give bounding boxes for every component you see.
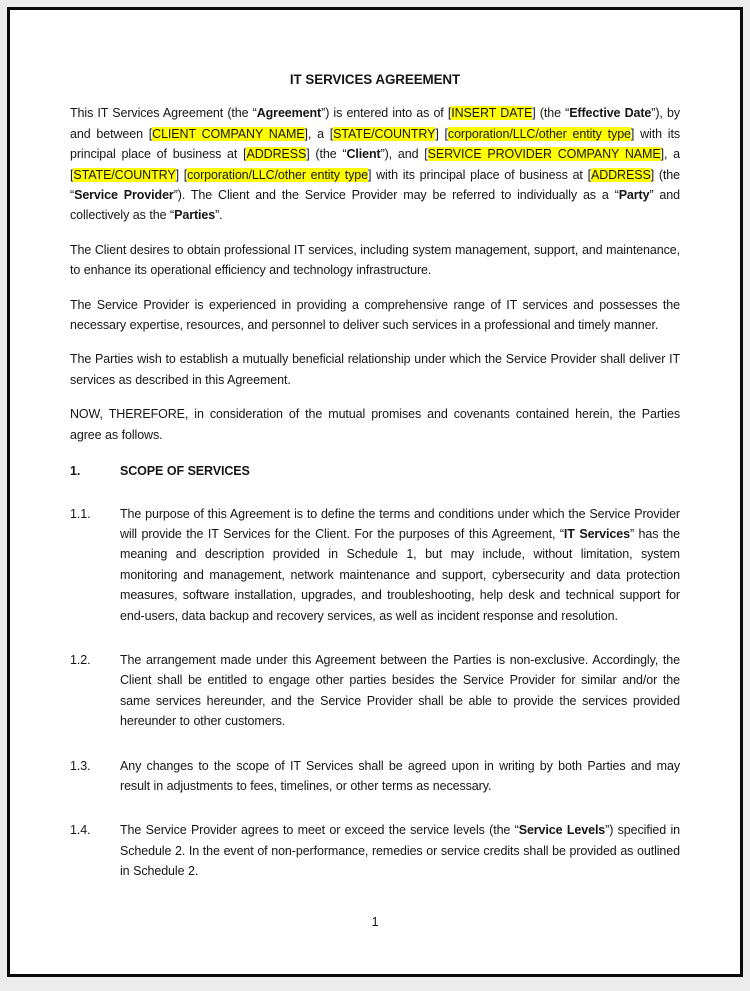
clause-1-1-number: 1.1. bbox=[70, 506, 91, 521]
text-run: ] (the “ bbox=[532, 106, 570, 121]
placeholder-highlight: corporation/LLC/other entity type bbox=[187, 167, 368, 182]
clause-1-4 bbox=[70, 820, 680, 881]
page-number: 1 bbox=[371, 914, 379, 929]
defined-term: Party bbox=[618, 188, 650, 203]
placeholder-highlight: SERVICE PROVIDER COMPANY NAME bbox=[427, 147, 661, 162]
section-1-title: SCOPE OF SERVICES bbox=[120, 464, 250, 479]
text-run: NOW, THEREFORE, in consideration of the mutual promises and covenants contained herein, the Parties agree as follows. bbox=[70, 407, 680, 442]
text-run: This IT Services Agreement (the “ bbox=[70, 106, 257, 121]
text-run: Any changes to the scope of IT Services shall be agreed upon in writing by both Parties and may result in adjustments to fees, timelines, or other terms as necessary. bbox=[120, 758, 680, 793]
text-run: ”. bbox=[215, 208, 223, 223]
text-run: ”), by and between [ bbox=[70, 106, 680, 141]
clause-1-4-text bbox=[120, 820, 680, 881]
text-run: ], a [ bbox=[70, 147, 680, 182]
text-run: The arrangement made under this Agreement between the Parties is non-exclusive. Accordingly, the Client shall be entitled to engage other parties besides the Service Provider for similar and/or the same services hereunder, and the Service Provider shall be able to provide the services provided hereunder to other customers. bbox=[120, 652, 680, 729]
clause-1-1-text bbox=[120, 504, 680, 626]
defined-term: Agreement bbox=[256, 106, 322, 121]
recital-paragraph-5 bbox=[70, 404, 680, 445]
clause-1-2-text bbox=[120, 650, 680, 732]
text-run: ] [ bbox=[175, 167, 188, 182]
text-run: ” and collectively as the “ bbox=[70, 188, 680, 223]
text-run: ”), and [ bbox=[380, 147, 428, 162]
section-1-heading bbox=[70, 461, 680, 481]
text-run: ] (the “ bbox=[306, 147, 347, 162]
clause-1-1 bbox=[70, 504, 680, 626]
recital-paragraph-4 bbox=[70, 349, 680, 390]
placeholder-highlight: corporation/LLC/other entity type bbox=[447, 126, 631, 141]
text-run: The purpose of this Agreement is to define the terms and conditions under which the Service Provider will provide the IT Services for the Client. For the purposes of this Agreement, “ bbox=[120, 506, 680, 541]
section-1-number: 1. bbox=[70, 464, 81, 479]
recital-paragraph-2 bbox=[70, 240, 680, 281]
text-run: ”). The Client and the Service Provider may be referred to individually as a “ bbox=[173, 188, 619, 203]
document-page bbox=[7, 7, 743, 977]
defined-term: Client bbox=[346, 147, 381, 162]
defined-term: IT Services bbox=[563, 526, 630, 541]
text-run: ] (the “ bbox=[70, 167, 680, 203]
text-run: ” has the meaning and description provided in Schedule 1, but may include, without limitation, system monitoring and management, network maintenance and support, cybersecurity and data protection measures, software installation, upgrades, and troubleshooting, help desk and technical support for end-users, data backup and recovery services, as well as incident response and resolution. bbox=[120, 526, 680, 623]
clause-1-2-number: 1.2. bbox=[70, 652, 91, 667]
clause-1-3-number: 1.3. bbox=[70, 758, 91, 773]
placeholder-highlight: ADDRESS bbox=[246, 147, 307, 162]
text-run: The Client desires to obtain professional IT services, including system management, support, and maintenance, to enhance its operational efficiency and technology infrastructure. bbox=[70, 242, 680, 278]
recital-paragraph-1 bbox=[70, 103, 680, 225]
text-run: ] with its principal place of business at [ bbox=[70, 126, 680, 162]
defined-term: Parties bbox=[174, 208, 216, 223]
text-run: ”) specified in Schedule 2. In the event of non-performance, remedies or service credits shall be provided as outlined in Schedule 2. bbox=[120, 823, 680, 879]
text-run: The Service Provider is experienced in providing a comprehensive range of IT services and possesses the necessary expertise, resources, and personnel to deliver such services in a professional and timely manner. bbox=[70, 297, 680, 333]
text-run: ] with its principal place of business at [ bbox=[367, 167, 591, 182]
text-run: ] [ bbox=[435, 126, 448, 141]
placeholder-highlight: ADDRESS bbox=[590, 167, 651, 182]
placeholder-highlight: CLIENT COMPANY NAME bbox=[152, 126, 305, 141]
placeholder-highlight: STATE/COUNTRY bbox=[333, 126, 436, 141]
defined-term: Effective Date bbox=[569, 106, 652, 121]
recital-paragraph-3 bbox=[70, 295, 680, 336]
clause-1-4-number: 1.4. bbox=[70, 823, 91, 838]
defined-term: Service Provider bbox=[74, 188, 174, 203]
text-run: ”) is entered into as of [ bbox=[321, 106, 452, 121]
placeholder-highlight: INSERT DATE bbox=[451, 106, 533, 121]
text-run: The Parties wish to establish a mutually beneficial relationship under which the Service Provider shall deliver IT services as described in this Agreement. bbox=[70, 352, 680, 387]
text-run: ], a [ bbox=[304, 126, 334, 141]
clause-1-2 bbox=[70, 650, 680, 732]
placeholder-highlight: STATE/COUNTRY bbox=[73, 167, 176, 182]
clause-1-3-text bbox=[120, 756, 680, 797]
document-title: IT SERVICES AGREEMENT bbox=[289, 72, 461, 87]
defined-term: Service Levels bbox=[518, 823, 606, 838]
text-run: The Service Provider agrees to meet or exceed the service levels (the “ bbox=[120, 823, 519, 838]
clause-1-3 bbox=[70, 756, 680, 797]
